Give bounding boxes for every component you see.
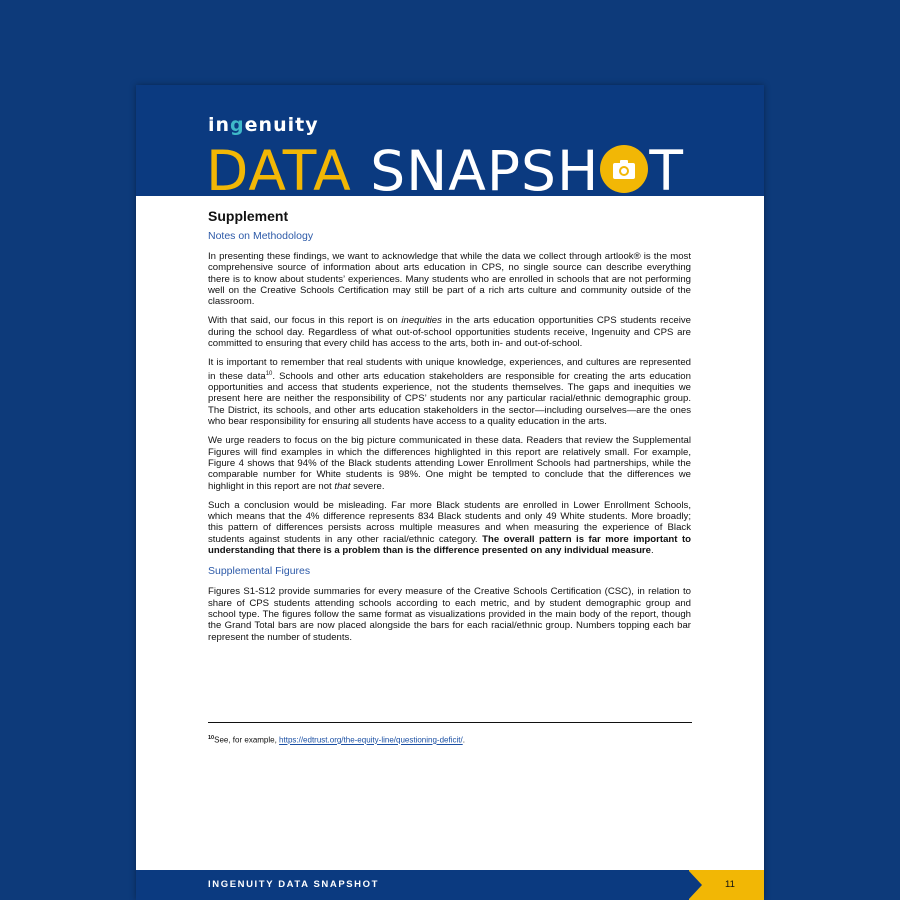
paragraph-1: In presenting these findings, we want to acknowledge that while the data we collect through artlook® is the most comprehensive source of information about arts education in CPS, no single source can describe everything there is to know about students’ experiences. Many students who are enrolled in schools that are not performing well on the Creative Schools Certification may still be part of a rich arts culture and community outside of the classroom.: [208, 251, 691, 308]
footer-label: INGENUITY DATA SNAPSHOT: [208, 879, 380, 890]
page-title: [206, 141, 684, 201]
paragraph-3: It is important to remember that real students with unique knowledge, experiences, and cultures are represented in these data$^{10}$. Schools and other arts education stakeholders are responsible for creating the arts education opportunities and access that students experience, not the students themselves. The gaps and inequities we present here are neither the responsibility of CPS’ students nor any particular racial/ethnic demographic group. The District, its schools, and other arts education stakeholders in the sector—including ourselves—are the ones who bear responsibility for ensuring all students have access to a quality education in the arts.: [208, 357, 691, 428]
footnote: $^{10}$See, for example, https://edtrust.org/the-equity-line/questioning-deficit/.: [208, 735, 465, 745]
methodology-heading: Notes on Methodology: [208, 230, 314, 242]
main-content: [208, 208, 691, 651]
paragraph-5: Such a conclusion would be misleading. Far more Black students are enrolled in Lower Enrollment Schools, which means that the 4% difference represents 834 Black students and only 49 White students. More broadly; this pattern of differences persists across multiple measures and when measuring the experience of Black students against students in any other racial/ethnic category. The overall pattern is far more important to understanding that there is a problem than is the difference presented on any individual measure.: [208, 499, 691, 557]
supplemental-figures-heading: Supplemental Figures: [208, 565, 311, 578]
footer-bar: [136, 870, 764, 900]
footnote-divider: [208, 722, 692, 723]
ingenuity-logo: ingenuity: [208, 114, 319, 136]
header-banner: [136, 85, 764, 203]
page-number: 11: [725, 879, 735, 890]
footnote-link[interactable]: https://edtrust.org/the-equity-line/questioning-deficit/: [279, 735, 463, 745]
title-data-word: DATA: [206, 139, 352, 203]
document-page: [136, 85, 764, 900]
paragraph-2: With that said, our focus in this report is on inequities in the arts education opportunities CPS students receive during the school day. Regardless of what out-of-school opportunities students receive, Ingenuity and CPS are committed to ensuring that every child has access to the arts, both in- and out-of-school.: [208, 315, 691, 350]
footer-chevron: [688, 870, 702, 900]
camera-icon: [600, 145, 648, 193]
section-heading: Supplement: [208, 208, 289, 224]
footnote-ref[interactable]: 10: [265, 370, 273, 377]
title-snapshot-word: SNAPSH T: [370, 139, 684, 203]
paragraph-4: We urge readers to focus on the big picture communicated in these data. Readers that review the Supplemental Figures will find examples in which the differences highlighted in this report are relatively small. For example, Figure 4 shows that 94% of the Black students attending Lower Enrollment Schools had partnerships, while the comparable number for White students is 98%. One might be tempted to conclude that the differences we highlight in this report are not that severe.: [208, 435, 691, 492]
paragraph-6: Figures S1-S12 provide summaries for every measure of the Creative Schools Certification (CSC), in relation to share of CPS students attending schools according to each metric, and by student demographic group and school type. The figures follow the same format as visualizations provided in the main body of the report, though the Grand Total bars are now placed alongside the bars for each racial/ethnic group. Numbers topping each bar represent the number of students.: [208, 586, 691, 643]
